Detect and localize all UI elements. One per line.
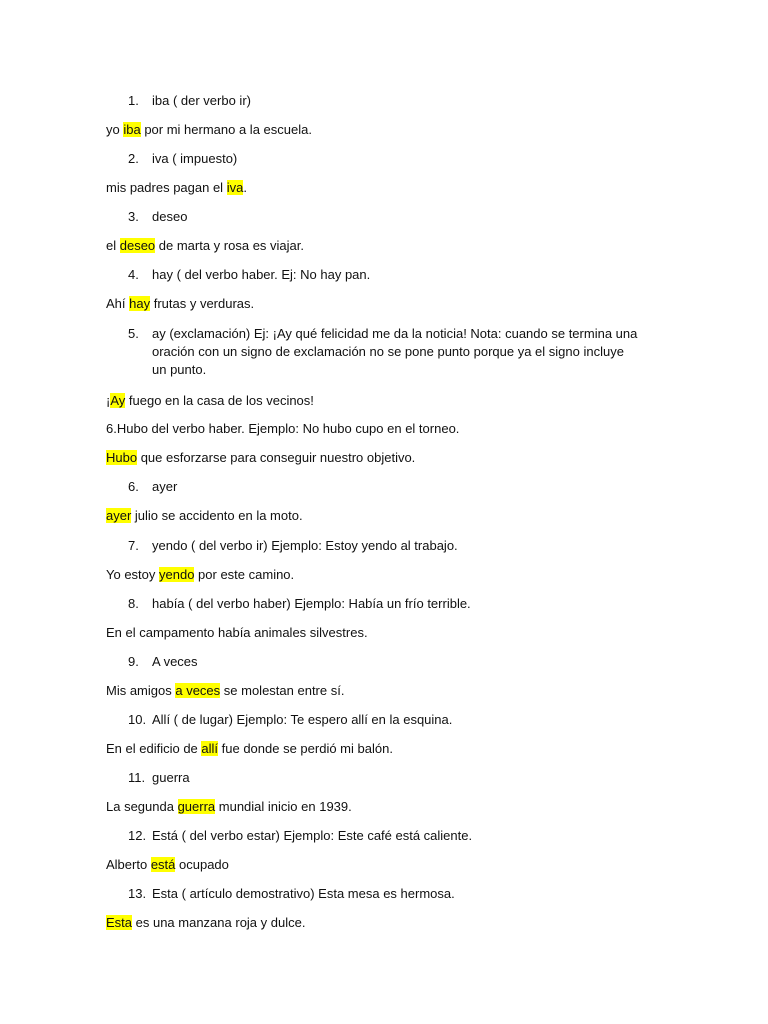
item-number: 5. [128,326,139,341]
item-term: A veces [152,654,198,669]
list-item [128,537,458,555]
highlighted-word: yendo [159,567,195,582]
item-number: 2. [128,151,139,166]
list-item [128,208,187,226]
highlighted-word: ayer [106,508,132,523]
example-sentence: yo iba por mi hermano a la escuela. [106,122,312,137]
item-number: 6. [128,479,139,494]
list-item [128,92,251,110]
item-term: guerra [152,770,190,785]
list-item [128,885,455,903]
item-term: deseo [152,209,188,224]
item-number: 11. [128,770,146,785]
list-item [128,266,370,284]
example-sentence: En el campamento había animales silvestres. [106,625,368,640]
highlighted-word: Esta [106,915,133,930]
example-sentence: Hubo que esforzarse para conseguir nuestro objetivo. [106,450,416,465]
highlighted-word: está [150,857,176,872]
item-number: 9. [128,654,139,669]
item-term: había ( del verbo haber) Ejemplo: Había un frío terrible. [152,596,471,611]
item-term: iva ( impuesto) [152,151,238,166]
item-term: Está ( del verbo estar) Ejemplo: Este café está caliente. [152,828,473,843]
item-term: ayer [152,479,178,494]
highlighted-word: iva [226,180,244,195]
list-item [128,769,190,787]
list-item [128,595,471,613]
list-item [128,150,237,168]
item-term: Esta ( artículo demostrativo) Esta mesa es hermosa. [152,886,455,901]
list-item [128,653,198,671]
example-sentence: En el edificio de allí fue donde se perdió mi balón. [106,741,393,756]
example-sentence: Mis amigos a veces se molestan entre sí. [106,683,345,698]
item-number: 8. [128,596,139,611]
highlighted-word: hay [129,296,151,311]
highlighted-word: deseo [119,238,156,253]
highlighted-word: allí [201,741,219,756]
item-term: iba ( der verbo ir) [152,93,251,108]
example-sentence: ayer julio se accidento en la moto. [106,508,303,523]
example-sentence: Ahí hay frutas y verduras. [106,296,255,311]
item-term: hay ( del verbo haber. Ej: No hay pan. [152,267,371,282]
example-sentence: Alberto está ocupado [106,857,229,872]
item-number: 4. [128,267,139,282]
item-number: 10. [128,712,147,727]
example-sentence: Esta es una manzana roja y dulce. [106,915,306,930]
highlighted-word: Ay [110,393,126,408]
highlighted-word: iba [123,122,141,137]
highlighted-word: Hubo [106,450,138,465]
item-number: 13. [128,886,147,901]
example-sentence: La segunda guerra mundial inicio en 1939. [106,799,352,814]
example-sentence: el deseo de marta y rosa es viajar. [106,238,304,253]
list-item [128,711,452,729]
list-item [128,325,638,379]
highlighted-word: a veces [175,683,221,698]
item-term: ay (exclamación) Ej: ¡Ay qué felicidad me da la noticia! Nota: cuando se termina una oración con un signo de exclamación no se pone punto porque ya el signo incluye un punto. [152,326,638,377]
item-number: 7. [128,538,139,553]
example-sentence: mis padres pagan el iva. [106,180,247,195]
example-sentence: ¡Ay fuego en la casa de los vecinos! [106,393,314,408]
item-number: 12. [128,828,147,843]
list-item [128,478,177,496]
example-sentence: Yo estoy yendo por este camino. [106,567,295,582]
item-term: yendo ( del verbo ir) Ejemplo: Estoy yendo al trabajo. [152,538,458,553]
item-term: Allí ( de lugar) Ejemplo: Te espero allí en la esquina. [152,712,453,727]
item-term: 6.Hubo del verbo haber. Ejemplo: No hubo cupo en el torneo. [106,421,460,436]
highlighted-word: guerra [177,799,216,814]
item-number: 3. [128,209,139,224]
item-number: 1. [128,93,139,108]
list-item [128,827,472,845]
list-item [106,420,459,438]
